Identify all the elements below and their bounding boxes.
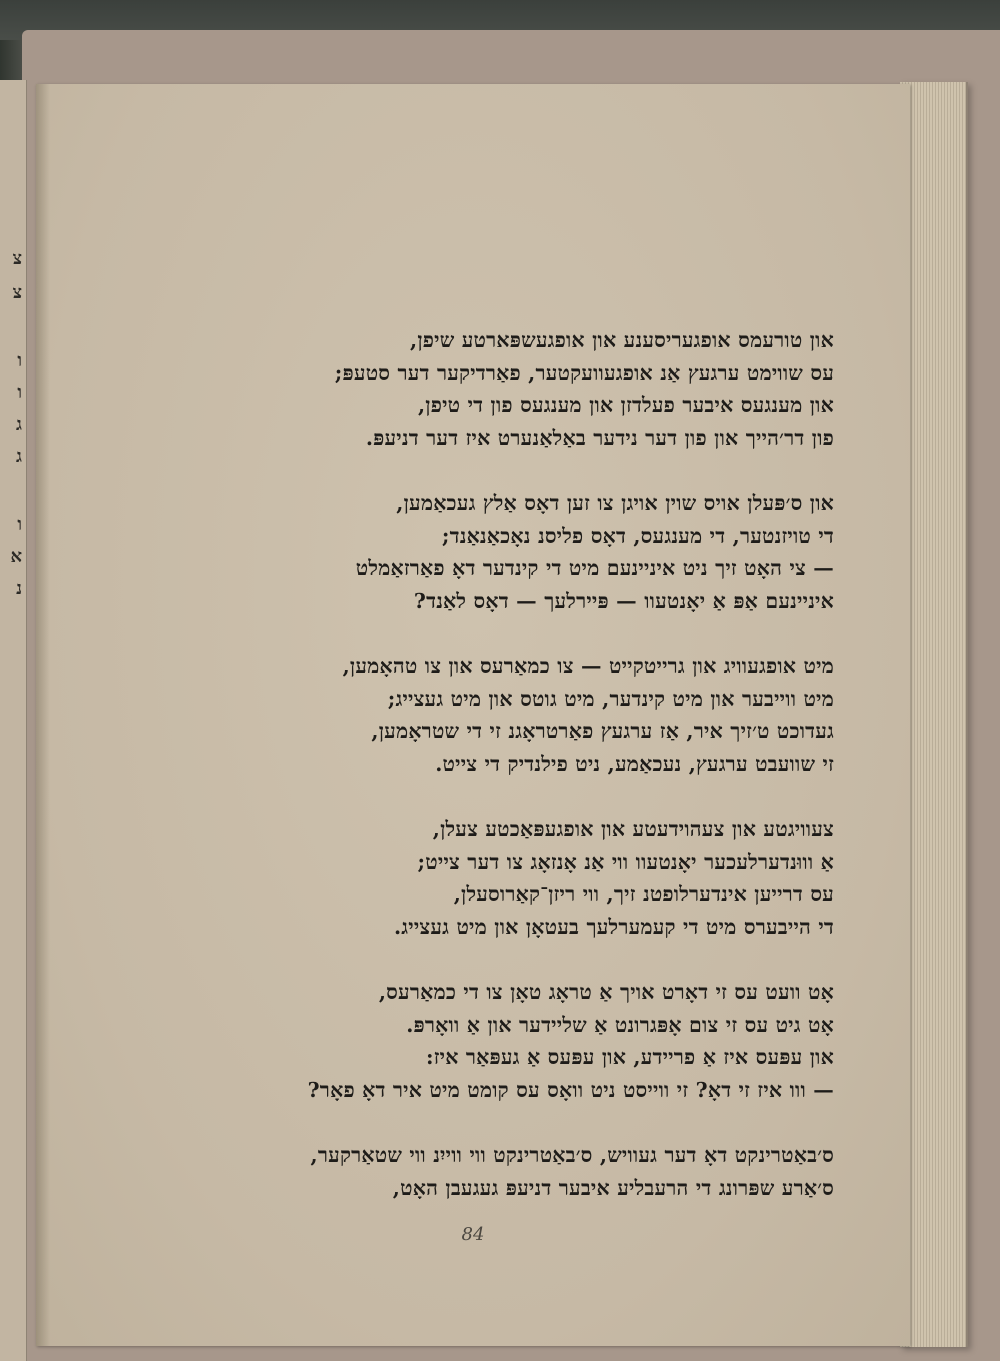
page-stack-edge [900, 82, 968, 1347]
poem-line: און טורעמס אופגעריסענע און אופגעשפּארטע שיפן, [410, 328, 834, 352]
poem-line: אָט וועט עס זי דאָרט אויך אַ טראָג טאָן צו די כמאַרעס, [378, 980, 834, 1004]
poem-text [74, 324, 834, 1237]
poem-line: די טויזנטער, די מענגעס, דאָס פליסנ נאָכאַנאַנד; [441, 523, 834, 548]
prev-page-fragment: ו [17, 350, 22, 371]
stanza [74, 976, 834, 1106]
poem-line: און מענגעס איבער פעלדזן און מענגעס פון די טיפן, [417, 393, 834, 417]
page-number: 84 [461, 1224, 485, 1245]
poem-line: אַ וווּנדערלעכער יאָנטעוו ווי אַנ אָנזאָג צו דער צייט; [417, 849, 834, 874]
book-page [36, 84, 910, 1346]
previous-page-edge [0, 80, 27, 1361]
poem-line: געדוכט ט׳זיך איר, אַז ערגעץ פאַרטראָגנ זי די שטראָמען, [371, 719, 834, 743]
poem-line: ס׳באַטרינקט דאָ דער געוויש, ס׳באַטרינקט ווי ווייִנ ווי שטאַרקער, [310, 1143, 834, 1167]
prev-page-fragment: ו [17, 382, 22, 403]
poem-line: עס שווימט ערגעץ אַנ אופגעוועקטער, פאַרדיקער דער סטעפּ; [334, 360, 834, 385]
poem-line: פון דר׳הייך און פון דער נידער באַלאַנערט איז דער דניעפּ. [365, 425, 834, 450]
stanza [74, 813, 834, 943]
prev-page-fragment: ג [16, 414, 22, 435]
prev-page-fragment: ג [16, 446, 22, 467]
stanza [74, 487, 834, 617]
poem-line: ס׳אַרע שפּרונג די הרעבליע איבער דניעפּ געגעבן האָט, [392, 1175, 834, 1200]
poem-line: — ווו איז זי דאָ? זי ווייסט ניט וואָס עס קומט מיט איר דאָ פאָר? [307, 1077, 834, 1102]
stanza [74, 650, 834, 780]
poem-line: און עפּעס איז אַ פריידע, און עפּעס אַ געפּאַר איז: [425, 1045, 834, 1069]
prev-page-fragment: א [10, 546, 22, 567]
prev-page-fragment: צ [12, 248, 22, 269]
poem-line: — צי האָט זיך ניט איניינעם מיט די קינדער דאָ פאַרזאַמלט [355, 556, 834, 580]
poem-line: אָט גיט עס זי צום אָפּגרונט אַ שליידער און אַ וואָרפּ. [406, 1012, 834, 1037]
poem-line: צעוויגטע און צעהוידעטע און אופגעפּאַכטע צעלן, [432, 817, 834, 841]
poem-line: מיט אופגעוויג און גרייטקייט — צו כמאַרעס און צו טהאָמען, [342, 654, 834, 678]
poem-line: מיט ווייבער און מיט קינדער, מיט גוטס און מיט געצייג; [387, 686, 834, 711]
poem-line: עס דרייען אינדערלופטנ זיך, ווי ריזן־קאַרוסעלן, [453, 882, 834, 906]
poem-line: די הייבערס מיט די קעמערלעך בעטאָן און מיט געצייג. [393, 914, 834, 939]
poem-line: זי שוועבט ערגעץ, נעכאַמע, ניט פילנדיק די צייט. [435, 751, 834, 776]
poem-line: איניינעם אַפּ אַ יאָנטעוו — פּיירלעך — דאָס לאַנד? [413, 588, 834, 613]
gutter-shadow [36, 84, 50, 1346]
stanza [74, 1139, 834, 1204]
stanza [74, 324, 834, 454]
prev-page-fragment: ו [17, 514, 22, 535]
prev-page-fragment: נ [16, 578, 22, 599]
prev-page-fragment: צ [12, 282, 22, 303]
poem-line: און ס׳פּעלן אויס שוין אויגן צו זען דאָס אַלץ געכאַמען, [396, 491, 834, 515]
